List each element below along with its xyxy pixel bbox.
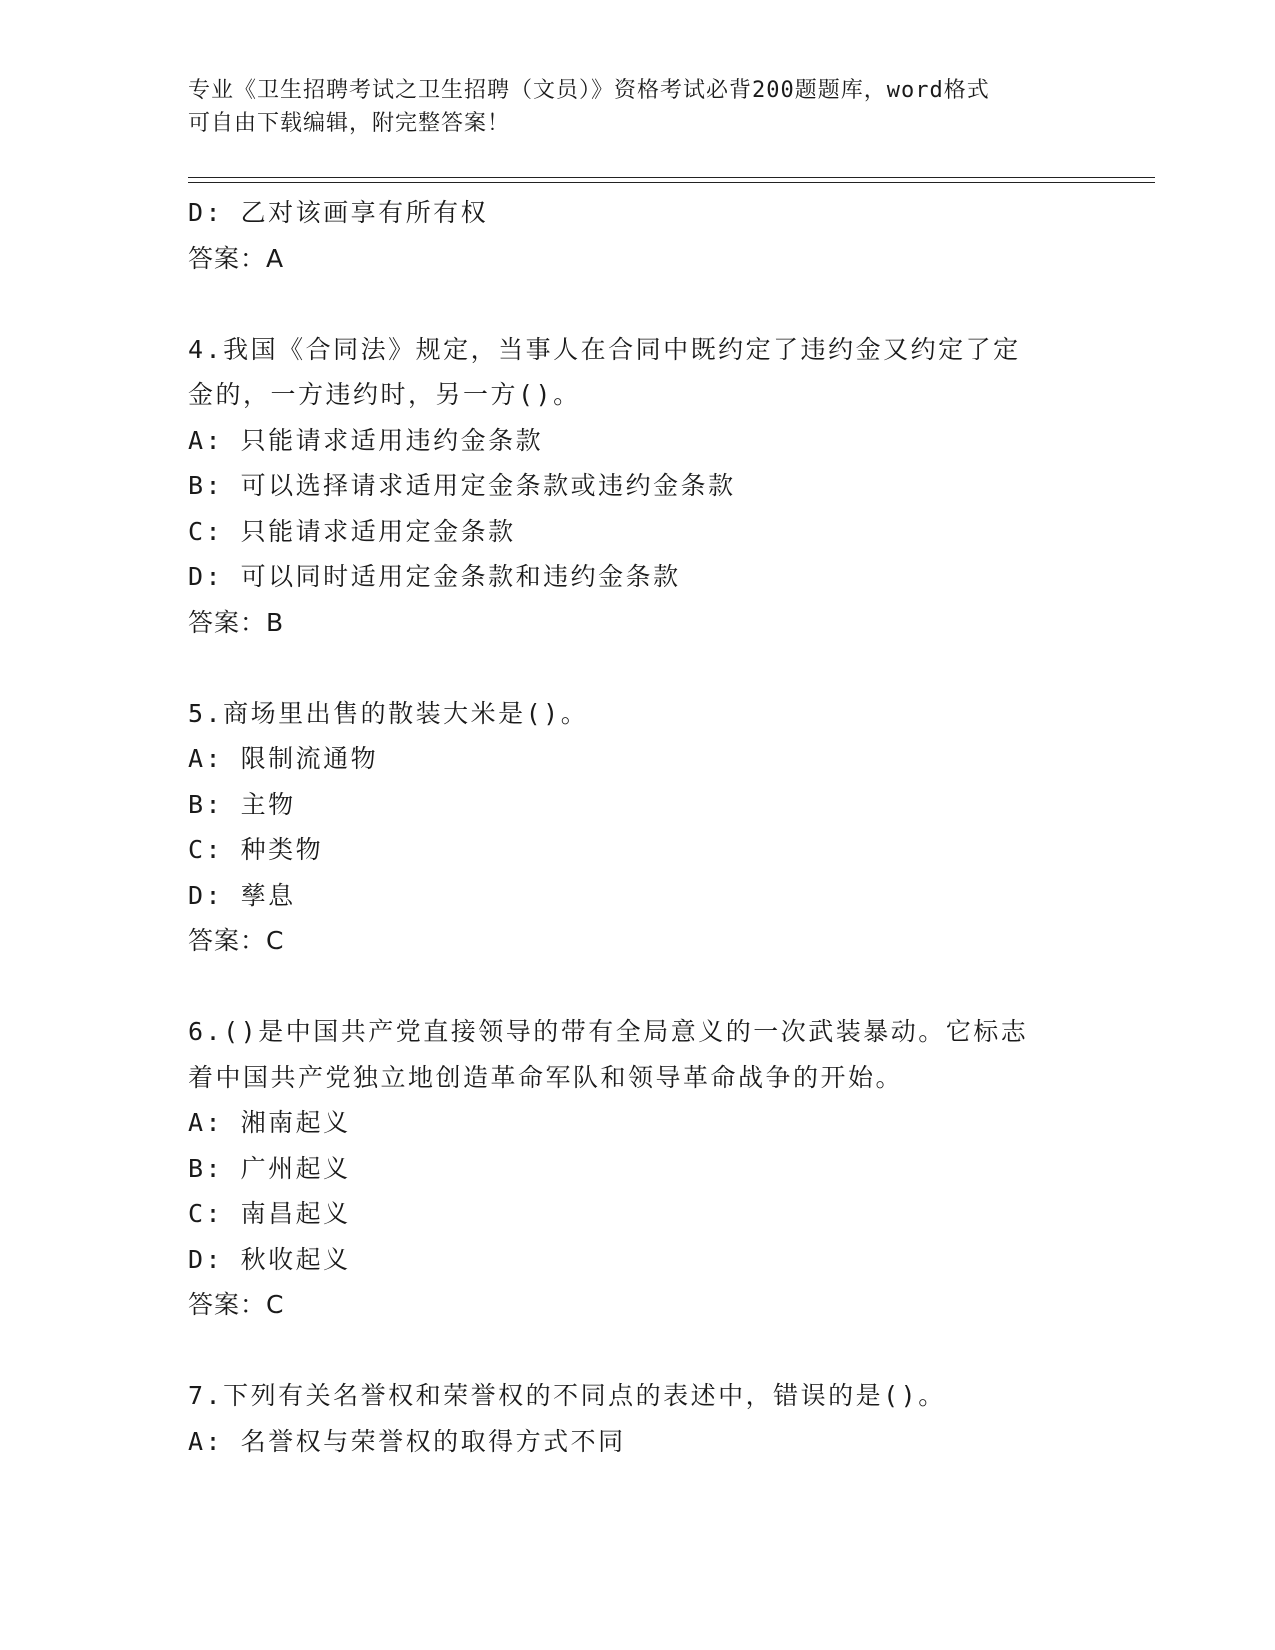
question-stem: 5.商场里出售的散装大米是()。 [188, 698, 589, 728]
spacer [188, 1328, 1068, 1374]
question-list [188, 190, 1068, 1464]
question-4 [188, 327, 1068, 646]
question-stem-cont: 着中国共产党独立地创造革命军队和领导革命战争的开始。 [188, 1062, 904, 1092]
header-line-2: 可自由下载编辑，附完整答案！ [188, 111, 511, 136]
option-c: C: 种类物 [188, 835, 324, 864]
spacer [188, 281, 1068, 327]
question-stem: 7.下列有关名誉权和荣誉权的不同点的表述中，错误的是()。 [188, 1381, 946, 1410]
question-7 [188, 1373, 1068, 1464]
spacer [188, 645, 1068, 691]
answer: 答案：C [188, 1290, 285, 1319]
option-d: D: 孳息 [188, 880, 296, 910]
answer: 答案：C [188, 926, 285, 955]
header-line-1: 专业《卫生招聘考试之卫生招聘（文员）》资格考试必背200题题库，word格式 [188, 78, 990, 103]
question-stem-cont: 金的，一方违约时，另一方()。 [188, 380, 581, 409]
question-stem: 4.我国《合同法》规定，当事人在合同中既约定了违约金又约定了定 [188, 334, 1021, 364]
option-c: C: 只能请求适用定金条款 [188, 516, 516, 546]
option-c: C: 南昌起义 [188, 1199, 351, 1228]
option-d: D: 可以同时适用定金条款和违约金条款 [188, 562, 681, 591]
answer: 答案：A [188, 243, 285, 273]
option-b: B: 广州起义 [188, 1153, 351, 1183]
question-6 [188, 1009, 1068, 1328]
spacer [188, 964, 1068, 1010]
option-a: A: 只能请求适用违约金条款 [188, 425, 544, 455]
option-a: A: 湘南起义 [188, 1108, 351, 1137]
option-d: D: 乙对该画享有所有权 [188, 198, 489, 227]
answer: 答案：B [188, 607, 285, 637]
option-a: A: 名誉权与荣誉权的取得方式不同 [188, 1426, 626, 1456]
question-5 [188, 691, 1068, 964]
question-stem: 6.()是中国共产党直接领导的带有全局意义的一次武装暴动。它标志 [188, 1017, 1029, 1046]
option-a: A: 限制流通物 [188, 744, 379, 773]
option-d: D: 秋收起义 [188, 1244, 351, 1274]
header-divider-top [188, 177, 1155, 178]
option-b: B: 主物 [188, 789, 296, 819]
header-divider-bottom [188, 182, 1155, 183]
document-header [188, 74, 1068, 140]
question-3-tail [188, 190, 1068, 281]
option-b: B: 可以选择请求适用定金条款或违约金条款 [188, 471, 736, 500]
